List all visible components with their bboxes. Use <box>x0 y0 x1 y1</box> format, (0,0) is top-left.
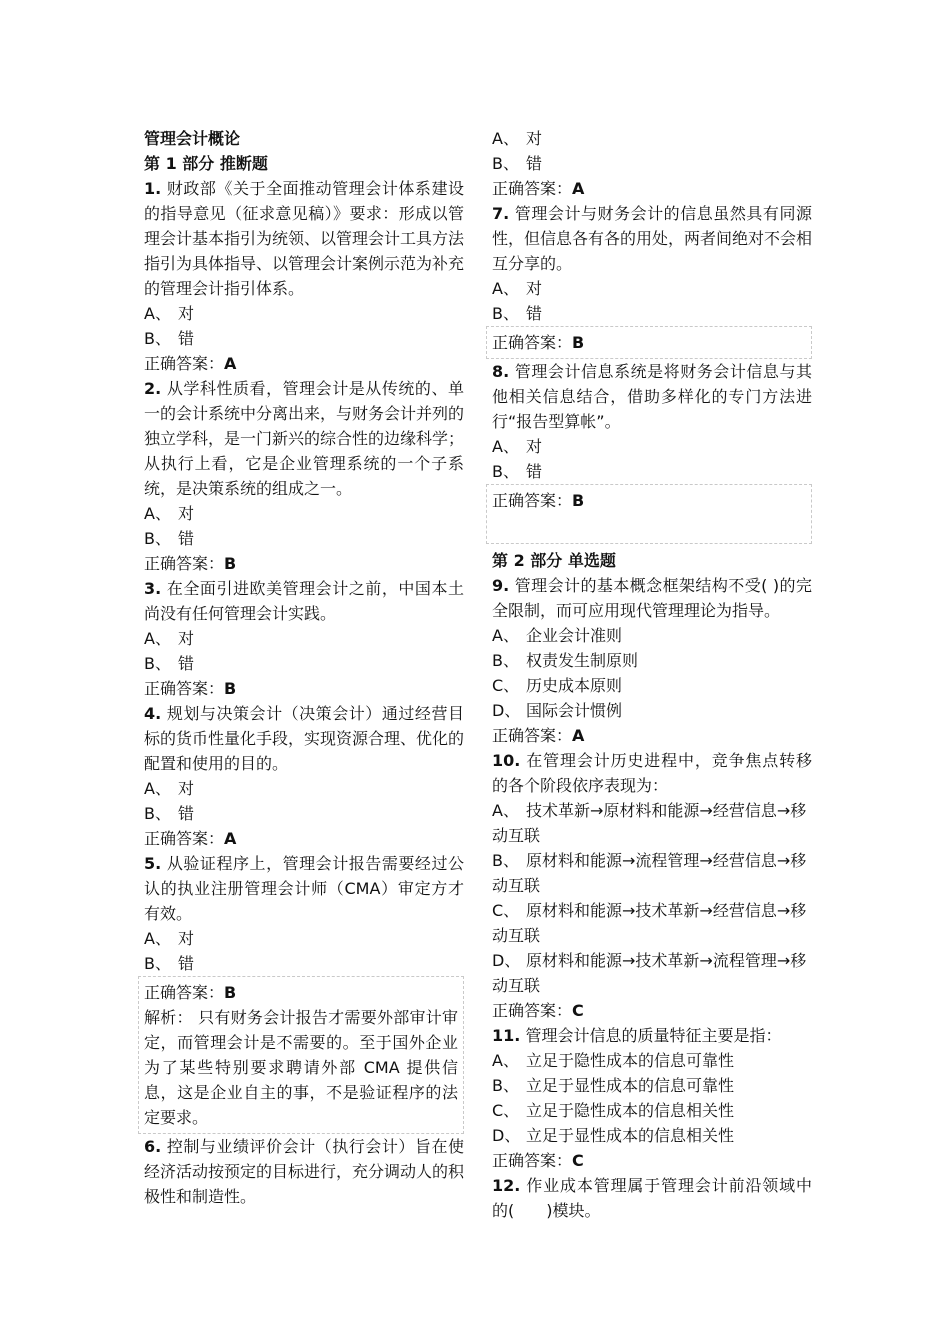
option-a[interactable]: A、 对 <box>492 437 543 456</box>
question-6: 6. 控制与业绩评价会计（执行会计）旨在使经济活动按预定的目标进行，充分调动人的积极性和制造性。 <box>144 1137 465 1206</box>
option-b[interactable]: B、 权责发生制原则 <box>492 651 639 670</box>
question-7: 7. 管理会计与财务会计的信息虽然具有同源性，但信息各有各的用处，两者间绝对不会相互分享的。 <box>492 204 813 273</box>
question-8: 8. 管理会计信息系统是将财务会计信息与其他相关信息结合，借助多样化的专门方法进行“报告型算帐”。 <box>492 362 812 431</box>
option-d[interactable]: D、 原材料和能源→技术革新→流程管理→移动互联 <box>492 951 807 995</box>
answer-line: 正确答案：B <box>492 333 585 352</box>
option-a[interactable]: A、 对 <box>492 279 543 298</box>
option-b[interactable]: B、 错 <box>144 954 195 973</box>
answer-line: 正确答案：B <box>144 679 237 698</box>
question-11: 11. 管理会计信息的质量特征主要是指： <box>492 1026 782 1045</box>
question-12: 12. 作业成本管理属于管理会计前沿领域中的( )模块。 <box>492 1176 812 1220</box>
option-a[interactable]: A、 对 <box>144 504 195 523</box>
option-a[interactable]: A、 对 <box>144 929 195 948</box>
answer-box <box>486 484 812 544</box>
answer-analysis-box <box>138 976 464 1134</box>
question-9: 9. 管理会计的基本概念框架结构不受( )的完全限制，而可应用现代管理理论为指导。 <box>492 576 812 620</box>
answer-line: 正确答案：B <box>492 491 585 510</box>
section-heading-part1: 第 1 部分 推断题 <box>144 154 268 173</box>
option-a[interactable]: A、 对 <box>144 304 195 323</box>
option-b[interactable]: B、 原材料和能源→流程管理→经营信息→移动互联 <box>492 851 807 895</box>
answer-line: 正确答案：A <box>144 829 237 848</box>
option-a[interactable]: A、 企业会计准则 <box>492 626 623 645</box>
option-a[interactable]: A、 立足于隐性成本的信息可靠性 <box>492 1051 735 1070</box>
question-3: 3. 在全面引进欧美管理会计之前，中国本土尚没有任何管理会计实践。 <box>144 579 464 623</box>
option-b[interactable]: B、 错 <box>144 804 195 823</box>
right-column <box>492 126 812 1223</box>
option-a[interactable]: A、 对 <box>492 129 543 148</box>
answer-line: 正确答案：C <box>492 1151 584 1170</box>
answer-line: 正确答案：B <box>144 554 237 573</box>
left-column <box>144 126 464 1209</box>
option-a[interactable]: A、 对 <box>144 779 195 798</box>
question-2: 2. 从学科性质看，管理会计是从传统的、单一的会计系统中分离出来，与财务会计并列的独立学科，是一门新兴的综合性的边缘科学；从执行上看，它是企业管理系统的一个子系统，是决策系统的组成之一。 <box>144 379 465 498</box>
question-5: 5. 从验证程序上，管理会计报告需要经过公认的执业注册管理会计师（CMA）审定方才有效。 <box>144 854 464 923</box>
question-10: 10. 在管理会计历史进程中，竞争焦点转移的各个阶段依序表现为： <box>492 751 812 795</box>
question-4: 4. 规划与决策会计（决策会计）通过经营目标的货币性量化手段，实现资源合理、优化的配置和使用的目的。 <box>144 704 465 773</box>
option-d[interactable]: D、 立足于显性成本的信息相关性 <box>492 1126 735 1145</box>
answer-line: 正确答案：C <box>492 1001 584 1020</box>
option-a[interactable]: A、 对 <box>144 629 195 648</box>
option-c[interactable]: C、 原材料和能源→技术革新→经营信息→移动互联 <box>492 901 807 945</box>
answer-line: 正确答案：A <box>492 726 585 745</box>
option-d[interactable]: D、 国际会计惯例 <box>492 701 623 720</box>
answer-line: 正确答案：A <box>492 179 585 198</box>
option-b[interactable]: B、 错 <box>492 304 543 323</box>
option-b[interactable]: B、 错 <box>492 154 543 173</box>
option-b[interactable]: B、 错 <box>144 529 195 548</box>
option-b[interactable]: B、 立足于显性成本的信息可靠性 <box>492 1076 735 1095</box>
analysis-text: 解析： 只有财务会计报告才需要外部审计审定，而管理会计是不需要的。至于国外企业为了某些特别要求聘请外部 CMA 提供信息，这是企业自主的事，不是验证程序的法定要求。 <box>144 1008 458 1127</box>
section-heading-part2: 第 2 部分 单选题 <box>492 551 616 570</box>
option-c[interactable]: C、 立足于隐性成本的信息相关性 <box>492 1101 735 1120</box>
question-1: 1. 财政部《关于全面推动管理会计体系建设的指导意见（征求意见稿）》要求：形成以管理会计基本指引为统领、以管理会计工具方法指引为具体指导、以管理会计案例示范为补充的管理会计指引体系。 <box>144 179 465 298</box>
option-a[interactable]: A、 技术革新→原材料和能源→经营信息→移动互联 <box>492 801 807 845</box>
answer-line: 正确答案：A <box>144 354 237 373</box>
option-b[interactable]: B、 错 <box>144 329 195 348</box>
option-b[interactable]: B、 错 <box>144 654 195 673</box>
option-b[interactable]: B、 错 <box>492 462 543 481</box>
option-c[interactable]: C、 历史成本原则 <box>492 676 623 695</box>
document-title: 管理会计概论 <box>144 129 241 148</box>
answer-box <box>486 326 812 359</box>
answer-line: 正确答案：B <box>144 983 237 1002</box>
